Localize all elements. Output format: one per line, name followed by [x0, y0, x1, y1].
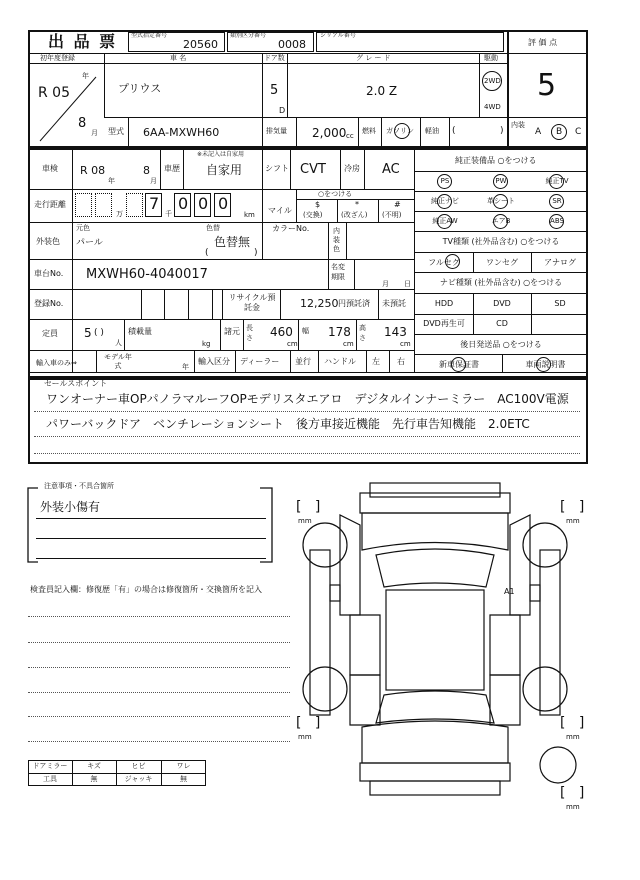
tv-fullseg: フルセグ — [428, 258, 460, 267]
inspection-label: 車検 — [42, 164, 58, 173]
displacement-label: 排気量 — [266, 127, 287, 135]
ac: AC — [382, 162, 400, 177]
original-color: パール — [76, 238, 103, 248]
fuel-gasoline: ガソリン — [386, 127, 414, 135]
notes-bracket — [24, 480, 284, 570]
size-label: 諸元 — [224, 327, 240, 336]
model-label: 型式 — [108, 127, 124, 136]
color-change: 色替無 — [214, 235, 251, 249]
inspection-year: R 08 — [80, 164, 106, 177]
tv-label: TV種類 (社外品含む) ○をつける — [442, 237, 560, 246]
import-label: 輸入車のみ⇒ — [36, 359, 77, 367]
color-no-label: カラーNo. — [272, 224, 310, 233]
name-change-label: 名変期限 — [331, 263, 345, 281]
equip-abs: ABS — [550, 217, 564, 225]
tv-oneseg: ワンセグ — [486, 258, 518, 267]
damage-code: A1 — [504, 587, 515, 596]
equip-airbag: エアB — [491, 217, 511, 225]
eval-score: 5 — [537, 68, 557, 103]
ac-label: 冷房 — [344, 164, 360, 173]
load-label: 積載量 — [128, 327, 152, 336]
shift: CVT — [300, 162, 326, 177]
interior-color-label: 内装色 — [333, 227, 340, 253]
sales-line-2: パワーバックドア ベンチレーションシート 後方車接近機能 先行車告知機能 2.0ETC — [46, 417, 530, 431]
handle-left: 左 — [372, 357, 380, 366]
width: 178 — [328, 325, 351, 339]
fuel-diesel: 軽油 — [425, 127, 439, 135]
equip-sr: SR — [552, 197, 562, 205]
first-reg-label: 初年度登録 — [40, 54, 75, 62]
interior-b: B — [556, 127, 563, 137]
equip-navi: 純正ナビ — [431, 197, 459, 205]
import-class-label: 輸入区分 — [198, 357, 230, 366]
mile-label: マイル — [268, 206, 292, 215]
dealer: ディーラー — [240, 357, 280, 366]
chassis-label: 車台No. — [34, 269, 64, 278]
fuel-gasoline-circle — [394, 123, 410, 139]
sales-label: セールスポイント — [44, 379, 108, 388]
type-no-label: 型式指定番号 — [131, 32, 168, 39]
navi-label: ナビ種類 (社外品含む) ○をつける — [439, 278, 563, 287]
mileage-digit-5: 0 — [178, 194, 189, 213]
tv-analog: アナログ — [544, 258, 576, 267]
inspection-month: 8 — [143, 164, 150, 177]
displacement: 2,000 — [312, 126, 347, 140]
serial-label: シリアル番号 — [320, 32, 356, 39]
shift-label: シフト — [265, 164, 289, 173]
recycle-label: リサイクル預託金 — [228, 293, 276, 312]
capacity-label: 定員 — [42, 329, 58, 338]
type-no: 20560 — [183, 38, 218, 51]
height: 143 — [384, 325, 407, 339]
history-label: 車歴 — [164, 164, 180, 173]
recycle-amount: 12,250 — [300, 297, 339, 310]
car-name: プリウス — [118, 82, 162, 95]
car-diagram — [290, 475, 590, 815]
mileage-digit-4: 7 — [149, 194, 160, 213]
equip-ps: PS — [440, 177, 450, 185]
drive-label: 駆動 — [484, 54, 498, 62]
later-label: 後日発送品 ○をつける — [460, 340, 542, 349]
model-year-label: モデル年式 — [104, 353, 132, 370]
interior-b-circle — [551, 124, 567, 140]
interior-label: 内装 — [511, 121, 525, 129]
color-label: 外装色 — [36, 237, 60, 246]
navi-hdd: HDD — [434, 299, 454, 308]
equip-aw: 純正AW — [432, 217, 458, 225]
notes-label: 注意事項・不具合箇所 — [44, 482, 114, 490]
later-warranty: 新車保証書 — [439, 360, 479, 369]
interior-a: A — [535, 127, 542, 137]
class-no-label: 類別区分番号 — [230, 32, 267, 39]
grade-label: グ レ ー ド — [356, 54, 391, 62]
equip-pw: PW — [495, 177, 507, 185]
reg-no-label: 登録No. — [34, 299, 64, 308]
cd: CD — [496, 319, 508, 328]
capacity: 5 — [84, 326, 92, 340]
parallel: 並行 — [295, 357, 311, 366]
eval-label: 評 価 点 — [528, 38, 558, 47]
navi-sd: SD — [554, 299, 566, 308]
model: 6AA-MXWH60 — [143, 126, 220, 139]
handle-right: 右 — [397, 357, 405, 366]
mileage-digit-6: 0 — [198, 194, 209, 213]
mileage-label: 走行距離 — [34, 200, 66, 209]
length: 460 — [270, 325, 293, 339]
equipment-label: 純正装備品 ○をつける — [455, 156, 537, 165]
door-label: ドア数 — [264, 54, 285, 62]
navi-dvd: DVD — [493, 299, 511, 308]
sales-line-1: ワンオーナー車OPパノラマルーフOPモデリスタエアロ デジタルインナーミラー AC100V電源 — [46, 392, 569, 406]
inspector-label: 検査員記入欄：修復歴「有」の場合は修復箇所・交換箇所を記入 — [30, 585, 262, 594]
first-reg-year: R 05 — [38, 85, 70, 101]
form-title: 出 品 票 — [48, 32, 118, 51]
recycle-unpaid: 未預託 — [382, 299, 406, 308]
name-label: 車 名 — [170, 54, 187, 62]
mileage-digit-7: 0 — [218, 194, 229, 213]
grade: 2.0 Z — [366, 84, 398, 98]
equip-tv: 純正TV — [545, 177, 569, 185]
history: 自家用 — [206, 163, 243, 177]
first-reg-month: 8 — [78, 116, 87, 131]
chassis: MXWH60-4040017 — [86, 267, 208, 282]
notes-text: 外装小傷有 — [40, 500, 101, 514]
equip-leather: 革シート — [487, 197, 515, 205]
dvd-label: DVD再生可 — [423, 319, 465, 328]
later-manual: 車両説明書 — [525, 360, 566, 369]
handle-label: ハンドル — [324, 357, 356, 366]
interior-c: C — [575, 127, 582, 137]
class-no: 0008 — [278, 38, 306, 51]
fuel-label: 燃料 — [362, 127, 376, 135]
doors: 5 — [270, 83, 279, 98]
